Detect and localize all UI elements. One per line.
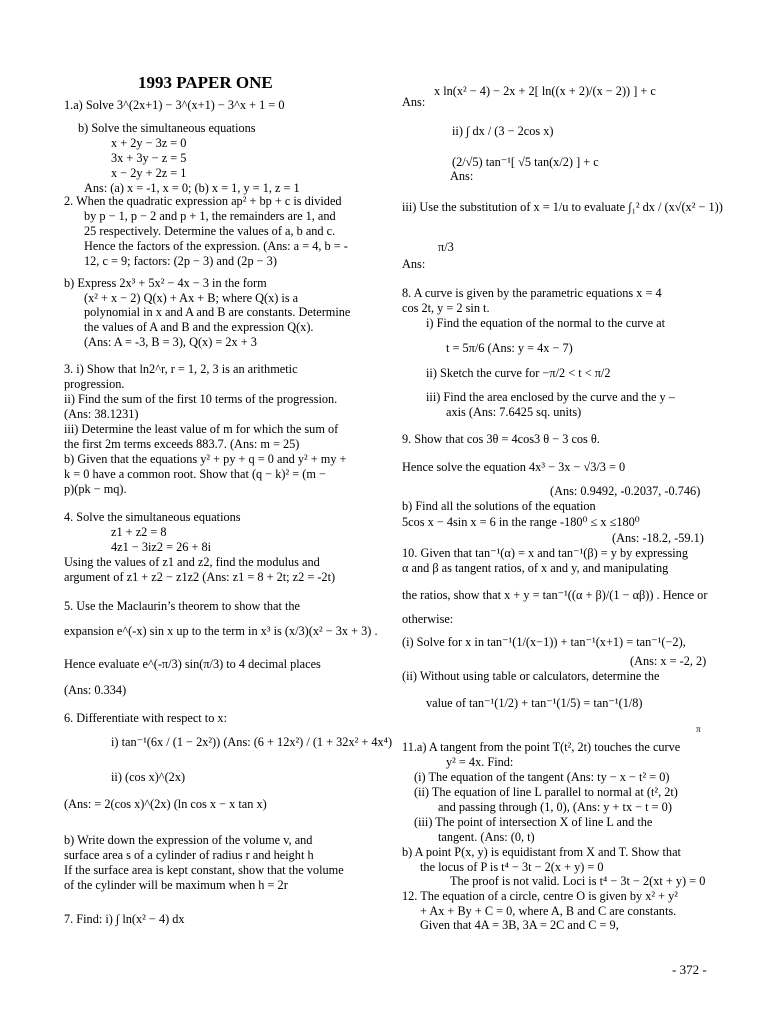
- text-line: Hence the factors of the expression. (Ans: a = 4, b = -: [84, 239, 348, 253]
- text-line: (Ans: 0.9492, -0.2037, -0.746): [550, 484, 701, 498]
- text-line: the ratios, show that x + y = tan⁻¹((α + β)/(1 − αβ)) . Hence or: [402, 588, 708, 602]
- text-line: surface area s of a cylinder of radius r and height h: [64, 848, 314, 862]
- text-line: z1 + z2 = 8: [111, 525, 167, 539]
- text-line: (i) The equation of the tangent (Ans: ty − x − t² = 0): [414, 770, 670, 784]
- text-line: + Ax + By + C = 0, where A, B and C are constants.: [420, 904, 677, 918]
- text-line: 12. The equation of a circle, centre O is given by x² + y²: [402, 889, 678, 903]
- text-line: 3x + 3y − z = 5: [111, 151, 187, 165]
- text-line: π/3: [438, 240, 454, 254]
- text-line: ii) (cos x)^(2x): [111, 770, 186, 784]
- text-line: polynomial in x and A and B are constants. Determine: [84, 305, 351, 319]
- text-line: (i) Solve for x in tan⁻¹(1/(x−1)) + tan⁻¹(x+1) = tan⁻¹(−2),: [402, 635, 686, 649]
- text-line: (Ans: A = -3, B = 3), Q(x) = 2x + 3: [84, 335, 257, 349]
- text-line: argument of z1 + z2 − z1z2 (Ans: z1 = 8 + 2t; z2 = -2t): [64, 570, 336, 584]
- text-line: tangent. (Ans: (0, t): [438, 830, 535, 844]
- text-line: 5cos x − 4sin x = 6 in the range -180⁰ ≤ x ≤180⁰: [402, 515, 640, 529]
- text-line: iii) Use the substitution of x = 1/u to evaluate ∫₁² dx / (x√(x² − 1)): [402, 200, 723, 214]
- text-line: (Ans: 38.1231): [64, 407, 139, 421]
- text-line: 6. Differentiate with respect to x:: [64, 711, 227, 725]
- text-line: of the cylinder will be maximum when h = 2r: [64, 878, 288, 892]
- text-line: cos 2t, y = 2 sin t.: [402, 301, 490, 315]
- text-line: 3. i) Show that ln2^r, r = 1, 2, 3 is an arithmetic: [64, 362, 298, 376]
- text-line: (ii) The equation of line L parallel to normal at (t², 2t): [414, 785, 678, 799]
- page-title: 1993 PAPER ONE: [138, 73, 273, 92]
- text-line: and passing through (1, 0), (Ans: y + tx − t = 0): [438, 800, 672, 814]
- page-number: - 372 -: [672, 962, 707, 977]
- text-line: 11.a) A tangent from the point T(t², 2t) touches the curve: [402, 740, 681, 754]
- text-line: Ans:: [402, 95, 426, 109]
- text-line: iii) Determine the least value of m for which the sum of: [64, 422, 339, 436]
- text-line: iii) Find the area enclosed by the curve and the y –: [426, 390, 675, 404]
- text-line: Hence solve the equation 4x³ − 3x − √3/3 = 0: [402, 460, 626, 474]
- text-line: b) Solve the simultaneous equations: [78, 121, 256, 135]
- text-line: 12, c = 9; factors: (2p − 3) and (2p − 3): [84, 254, 277, 268]
- text-line: p)(pk − mq).: [64, 482, 127, 496]
- text-line: by p − 1, p − 2 and p + 1, the remainders are 1, and: [84, 209, 336, 223]
- text-line: x ln(x² − 4) − 2x + 2[ ln((x + 2)/(x − 2)) ] + c: [434, 84, 656, 98]
- text-line: b) Write down the expression of the volume v, and: [64, 833, 313, 847]
- text-line: 1.a) Solve 3^(2x+1) − 3^(x+1) − 3^x + 1 = 0: [64, 98, 285, 112]
- text-line: π: [696, 724, 701, 734]
- text-line: the locus of P is t⁴ − 3t − 2(x + y) = 0: [420, 860, 604, 874]
- text-line: 8. A curve is given by the parametric equations x = 4: [402, 286, 662, 300]
- text-line: b) Find all the solutions of the equation: [402, 499, 596, 513]
- text-line: t = 5π/6 (Ans: y = 4x − 7): [446, 341, 573, 355]
- text-line: x − 2y + 2z = 1: [111, 166, 187, 180]
- text-line: k = 0 have a common root. Show that (q − k)² = (m −: [64, 467, 326, 481]
- text-line: ii) Find the sum of the first 10 terms of the progression.: [64, 392, 338, 406]
- text-line: Given that 4A = 3B, 3A = 2C and C = 9,: [420, 918, 619, 932]
- text-line: (2/√5) tan⁻¹[ √5 tan(x/2) ] + c: [452, 155, 599, 169]
- text-line: 2. When the quadratic expression ap² + bp + c is divided: [64, 194, 342, 208]
- text-line: ii) Sketch the curve for −π/2 < t < π/2: [426, 366, 611, 380]
- text-line: b) A point P(x, y) is equidistant from X and T. Show that: [402, 845, 681, 859]
- text-line: Ans:: [402, 257, 426, 271]
- text-line: (iii) The point of intersection X of line L and the: [414, 815, 653, 829]
- text-line: expansion e^(-x) sin x up to the term in x³ is (x/3)(x² − 3x + 3) .: [64, 624, 378, 638]
- text-line: ii) ∫ dx / (3 − 2cos x): [452, 124, 554, 138]
- text-line: the values of A and B and the expression Q(x).: [84, 320, 314, 334]
- text-line: otherwise:: [402, 612, 454, 626]
- text-line: 25 respectively. Determine the values of a, b and c.: [84, 224, 336, 238]
- text-line: 7. Find: i) ∫ ln(x² − 4) dx: [64, 912, 185, 926]
- text-line: value of tan⁻¹(1/2) + tan⁻¹(1/5) = tan⁻¹(1/8): [426, 696, 643, 710]
- text-line: axis (Ans: 7.6425 sq. units): [446, 405, 582, 419]
- text-line: i) Find the equation of the normal to the curve at: [426, 316, 666, 330]
- text-line: Ans:: [450, 169, 474, 183]
- text-line: b) Given that the equations y² + py + q = 0 and y² + my +: [64, 452, 347, 466]
- text-line: b) Express 2x³ + 5x² − 4x − 3 in the form: [64, 276, 267, 290]
- text-line: α and β as tangent ratios, of x and y, and manipulating: [402, 561, 669, 575]
- text-line: 4. Solve the simultaneous equations: [64, 510, 241, 524]
- text-line: (Ans: 0.334): [64, 683, 127, 697]
- text-line: (Ans: = 2(cos x)^(2x) (ln cos x − x tan x): [64, 797, 267, 811]
- text-line: progression.: [64, 377, 125, 391]
- text-line: (Ans: -18.2, -59.1): [612, 531, 704, 545]
- text-line: Using the values of z1 and z2, find the modulus and: [64, 555, 320, 569]
- text-line: 5. Use the Maclaurin’s theorem to show that the: [64, 599, 300, 613]
- text-line: 9. Show that cos 3θ = 4cos3 θ − 3 cos θ.: [402, 432, 600, 446]
- text-line: i) tan⁻¹(6x / (1 − 2x²)) (Ans: (6 + 12x²) / (1 + 32x² + 4x⁴): [111, 735, 393, 749]
- text-line: Hence evaluate e^(-π/3) sin(π/3) to 4 decimal places: [64, 657, 321, 671]
- text-line: 10. Given that tan⁻¹(α) = x and tan⁻¹(β) = y by expressing: [402, 546, 688, 560]
- text-line: y² = 4x. Find:: [446, 755, 514, 769]
- text-line: (x² + x − 2) Q(x) + Ax + B; where Q(x) is a: [84, 291, 299, 305]
- text-line: The proof is not valid. Loci is t⁴ − 3t − 2(xt + y) = 0: [450, 874, 706, 888]
- text-line: If the surface area is kept constant, show that the volume: [64, 863, 344, 877]
- text-line: 4z1 − 3iz2 = 26 + 8i: [111, 540, 212, 554]
- text-line: x + 2y − 3z = 0: [111, 136, 187, 150]
- text-line: (ii) Without using table or calculators, determine the: [402, 669, 660, 683]
- text-line: (Ans: x = -2, 2): [630, 654, 707, 668]
- text-line: the first 2m terms exceeds 883.7. (Ans: m = 25): [64, 437, 300, 451]
- text-line: Ans: (a) x = -1, x = 0; (b) x = 1, y = 1, z = 1: [84, 181, 300, 195]
